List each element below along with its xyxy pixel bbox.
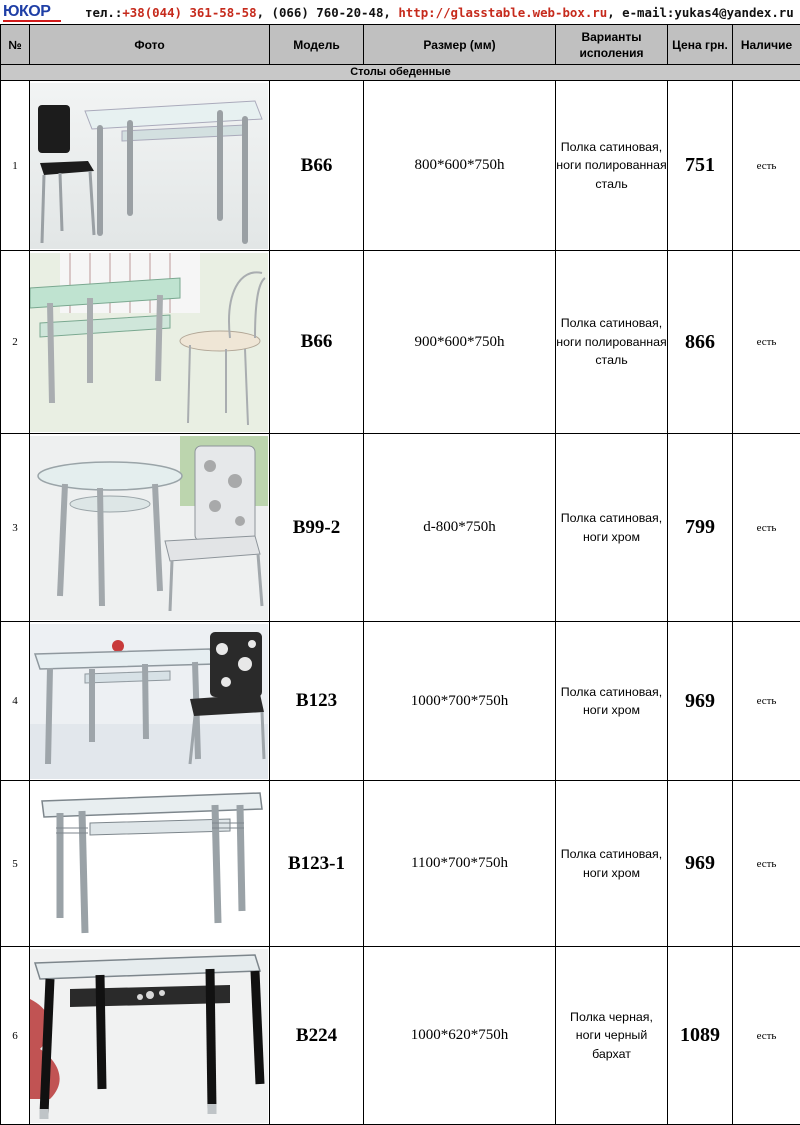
- variants-text: Полка сатиновая, ноги хром: [556, 622, 668, 781]
- price-value: 799: [668, 434, 733, 622]
- col-header-num: №: [1, 25, 30, 65]
- col-header-photo: Фото: [30, 25, 270, 65]
- product-photo-cell: [30, 251, 270, 434]
- email-address[interactable]: e-mail:yukas4@yandex.ru: [622, 5, 794, 20]
- product-photo-cell: [30, 781, 270, 947]
- variants-text: Полка сатиновая, ноги полированная сталь: [556, 81, 668, 251]
- price-value: 751: [668, 81, 733, 251]
- tel-label: тел.:: [85, 5, 122, 20]
- size-value: d-800*750h: [364, 434, 556, 622]
- row-number: 6: [1, 947, 30, 1125]
- size-value: 900*600*750h: [364, 251, 556, 434]
- model-name: B224: [270, 947, 364, 1125]
- model-name: B66: [270, 81, 364, 251]
- row-number: 5: [1, 781, 30, 947]
- variants-text: Полка сатиновая, ноги полированная сталь: [556, 251, 668, 434]
- section-title: Столы обеденные: [1, 65, 800, 81]
- availability-status: есть: [733, 434, 800, 622]
- row-number: 3: [1, 434, 30, 622]
- table-row: [1, 81, 800, 251]
- product-photo: [30, 949, 268, 1123]
- variants-text: Полка черная, ноги черный бархат: [556, 947, 668, 1125]
- model-name: B99-2: [270, 434, 364, 622]
- price-value: 969: [668, 781, 733, 947]
- logo-text: ЮКОР: [3, 3, 50, 20]
- col-header-availability: Наличие: [733, 25, 800, 65]
- table-row: [1, 251, 800, 434]
- price-value: 1089: [668, 947, 733, 1125]
- col-header-size: Размер (мм): [364, 25, 556, 65]
- product-photo-cell: [30, 622, 270, 781]
- website-link[interactable]: http://glasstable.web-box.ru: [398, 5, 607, 20]
- availability-status: есть: [733, 781, 800, 947]
- product-photo: [30, 624, 268, 779]
- size-value: 800*600*750h: [364, 81, 556, 251]
- table-row: [1, 781, 800, 947]
- section-row: [1, 65, 800, 81]
- company-logo: [3, 3, 63, 22]
- product-photo-cell: [30, 947, 270, 1125]
- size-value: 1100*700*750h: [364, 781, 556, 947]
- model-name: B123: [270, 622, 364, 781]
- table-row: [1, 947, 800, 1125]
- availability-status: есть: [733, 251, 800, 434]
- availability-status: есть: [733, 947, 800, 1125]
- product-photo: [30, 253, 268, 432]
- price-value: 866: [668, 251, 733, 434]
- row-number: 1: [1, 81, 30, 251]
- phone-primary: +38(044) 361-58-58: [122, 5, 256, 20]
- size-value: 1000*700*750h: [364, 622, 556, 781]
- col-header-price: Цена грн.: [668, 25, 733, 65]
- table-row: [1, 434, 800, 622]
- top-bar: [0, 0, 800, 24]
- price-table: [0, 24, 800, 1125]
- product-photo: [30, 83, 268, 249]
- table-header-row: [1, 25, 800, 65]
- product-photo-cell: [30, 434, 270, 622]
- phone-secondary: (066) 760-20-48: [272, 5, 384, 20]
- availability-status: есть: [733, 81, 800, 251]
- model-name: B66: [270, 251, 364, 434]
- size-value: 1000*620*750h: [364, 947, 556, 1125]
- variants-text: Полка сатиновая, ноги хром: [556, 781, 668, 947]
- col-header-variants: Варианты исполения: [556, 25, 668, 65]
- variants-text: Полка сатиновая, ноги хром: [556, 434, 668, 622]
- table-row: [1, 622, 800, 781]
- row-number: 2: [1, 251, 30, 434]
- product-photo: [30, 436, 268, 620]
- model-name: B123-1: [270, 781, 364, 947]
- logo-underline: [3, 20, 61, 22]
- product-photo-cell: [30, 81, 270, 251]
- contact-line: тел.:+38(044) 361-58-58, (066) 760-20-48, http://glasstable.web-box.ru, e-mail:yukas4@yandex.ru: [85, 5, 794, 20]
- product-photo: [30, 783, 268, 945]
- col-header-model: Модель: [270, 25, 364, 65]
- row-number: 4: [1, 622, 30, 781]
- availability-status: есть: [733, 622, 800, 781]
- price-value: 969: [668, 622, 733, 781]
